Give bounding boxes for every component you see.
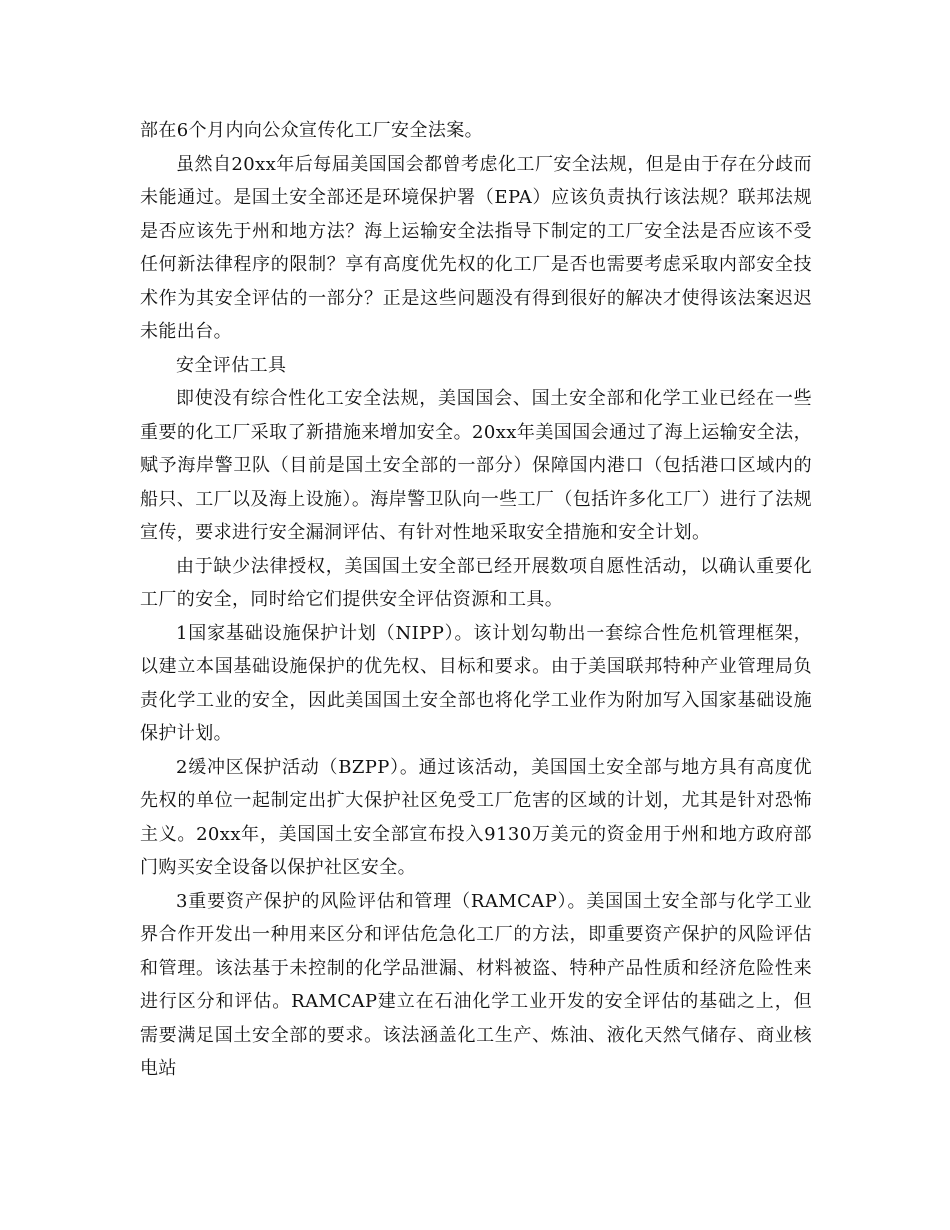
paragraph-continued: 部在6个月内向公众宣传化工厂安全法案。	[140, 120, 484, 141]
document-body	[140, 114, 812, 1086]
paragraph-maritime-security: 即使没有综合性化工安全法规，美国国会、国土安全部和化学工业已经在一些重要的化工厂采取了新措施来增加安全。20xx年美国国会通过了海上运输安全法，赋予海岸警卫队（目前是国土安全部的一部分）保障国内港口（包括港口区域内的船只、工厂以及海上设施）。海岸警卫队向一些工厂（包括许多化工厂）进行了法规宣传，要求进行安全漏洞评估、有针对性地采取安全措施和安全计划。	[140, 388, 812, 543]
paragraph-legislation-disputes: 虽然自20xx年后每届美国国会都曾考虑化工厂安全法规，但是由于存在分歧而未能通过。是国土安全部还是环境保护署（EPA）应该负责执行该法规？联邦法规是否应该先于州和地方法？海上运输安全法指导下制定的工厂安全法是否应该不受任何新法律程序的限制？享有高度优先权的化工厂是否也需要考虑采取内部安全技术作为其安全评估的一部分？正是这些问题没有得到很好的解决才使得该法案迟迟未能出台。	[140, 153, 812, 342]
paragraph-voluntary-activities: 由于缺少法律授权，美国国土安全部已经开展数项自愿性活动，以确认重要化工厂的安全，同时给它们提供安全评估资源和工具。	[140, 555, 812, 610]
paragraph-nipp: 1国家基础设施保护计划（NIPP）。该计划勾勒出一套综合性危机管理框架，以建立本国基础设施保护的优先权、目标和要求。由于美国联邦特种产业管理局负责化学工业的安全，因此美国国土安全部也将化学工业作为附加写入国家基础设施保护计划。	[140, 622, 812, 744]
paragraph-ramcap: 3重要资产保护的风险评估和管理（RAMCAP）。美国国土安全部与化学工业界合作开发出一种用来区分和评估危急化工厂的方法，即重要资产保护的风险评估和管理。该法基于未控制的化学品泄漏、材料被盗、特种产品性质和经济危险性来进行区分和评估。RAMCAP建立在石油化学工业开发的安全评估的基础之上，但需要满足国土安全部的要求。该法涵盖化工生产、炼油、液化天然气储存、商业核电站	[140, 890, 812, 1079]
section-heading: 安全评估工具	[176, 354, 287, 376]
paragraph-bzpp: 2缓冲区保护活动（BZPP）。通过该活动，美国国土安全部与地方具有高度优先权的单位一起制定出扩大保护社区免受工厂危害的区域的计划，尤其是针对恐怖主义。20xx年，美国国土安全部宣布投入9130万美元的资金用于州和地方政府部门购买安全设备以保护社区安全。	[140, 756, 812, 878]
